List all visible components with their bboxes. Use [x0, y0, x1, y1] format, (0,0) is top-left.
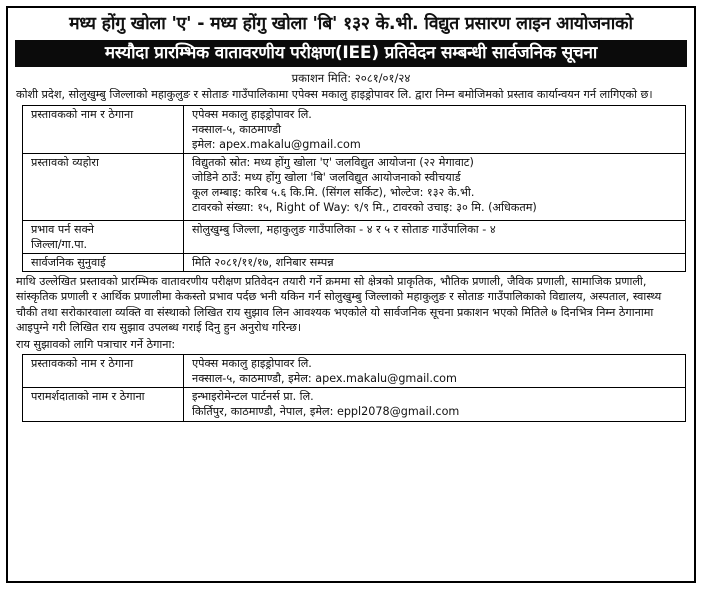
consultant-address: किर्तिपुर, काठमाण्डौ, नेपाल, इमेल: eppl2078@gmail.com	[192, 405, 460, 418]
affected-label	[23, 220, 184, 253]
notice-title: मध्य होंगु खोला 'ए' - मध्य होंगु खोला 'बि' १३२ के.भी. विद्युत प्रसारण लाइन आयोजनाको	[69, 14, 633, 34]
publication-date: प्रकाशन मिति: २०८१/०१/२४	[291, 71, 411, 85]
table-row	[23, 220, 686, 253]
contact-heading: राय सुझावको लागि पत्राचार गर्ने ठेगाना:	[16, 337, 176, 351]
activity-label: प्रस्तावको व्यहोरा	[23, 153, 184, 220]
hearing-value: मिति २०८१/११/१७, शनिबार सम्पन्न	[184, 253, 686, 271]
contact-proposer-value	[184, 355, 686, 388]
activity-connection: जोडिने ठाउँ: मध्य होंगु खोला 'बि' जलविद्युत आयोजनाको स्वीचयार्ड	[192, 170, 461, 184]
consultant-label: परामर्शदाताको नाम र ठेगाना	[23, 388, 184, 422]
consultant-name: इन्भाइरोमेन्टल पार्टनर्स प्रा. लि.	[192, 390, 314, 403]
proposer-value	[184, 105, 686, 153]
contact-proposer-name: एपेक्स मकालु हाइड्रोपावर लि.	[192, 357, 312, 370]
contact-proposer-label: प्रस्तावकको नाम र ठेगाना	[23, 355, 184, 388]
affected-label-line1: प्रभाव पर्न सक्ने	[31, 222, 94, 236]
body-paragraph: माथि उल्लेखित प्रस्तावको प्रारम्भिक वातावरणीय परीक्षण प्रतिवेदन तयारी गर्ने क्रममा सो क्षेत्रको प्राकृतिक, भौतिक प्रणाली, जैविक प्रणाली, सामाजिक प्रणाली, सांस्कृतिक प्रणाली र आर्थिक प्रणालीमा केकस्तो प्रभाव पर्दछ भनी यकिन गर्न सोलुखुम्बु जिल्लाको महाकुलुङ र सोताङ गाउँपालिकाको विद्यालय, अस्पताल, स्वास्थ्य चौकी तथा सरोकारवाला व्यक्ति वा संस्थाको लिखित राय सुझाव लिन आवश्यक भएकोले यो सार्वजनिक सूचना प्रकाशन भएको मितिले ७ दिनभित्र निम्न ठेगानामा आइपुग्ने गरी लिखित राय सुझाव उपलब्ध गराई दिनु हुन अनुरोध गरिन्छ।	[16, 274, 662, 334]
intro-paragraph: कोशी प्रदेश, सोलुखुम्बु जिल्लाको महाकुलुङ र सोताङ गाउँपालिकामा एपेक्स मकालु हाइड्रोपावर लि. द्वारा निम्न बमोजिमको प्रस्ताव कार्यान्वयन गर्न लागिएको छ।	[16, 88, 653, 101]
activity-source: विद्युतको स्रोत: मध्य होंगु खोला 'ए' जलविद्युत आयोजना (२२ मेगावाट)	[192, 155, 474, 169]
affected-value: सोलुखुम्बु जिल्ला, महाकुलुङ गाउँपालिका - ४ र ५ र सोताङ गाउँपालिका - ४	[184, 220, 686, 253]
table-row	[23, 153, 686, 220]
table-row	[23, 253, 686, 271]
activity-value	[184, 153, 686, 220]
public-notice	[6, 6, 696, 583]
contact-proposer-address: नक्साल-५, काठमाण्डौ, इमेल: apex.makalu@gmail.com	[192, 372, 457, 385]
table-row	[23, 355, 686, 388]
affected-label-line2: जिल्ला/गा.पा.	[31, 237, 88, 251]
table-row	[23, 388, 686, 422]
proposer-email: इमेल: apex.makalu@gmail.com	[192, 137, 361, 151]
consultant-value	[184, 388, 686, 422]
notice-banner: मस्यौदा प्रारम्भिक वातावरणीय परीक्षण(IEE) प्रतिवेदन सम्बन्धी सार्वजनिक सूचना	[15, 40, 687, 67]
hearing-label: सार्वजनिक सुनुवाई	[23, 253, 184, 271]
proposer-address: नक्साल-५, काठमाण्डौ	[192, 122, 282, 136]
proposal-info-table	[22, 105, 686, 272]
activity-length: कूल लम्बाइ: करिब ५.६ कि.मि. (सिंगल सर्किट), भोल्टेज: १३२ के.भी.	[192, 185, 475, 199]
proposer-name: एपेक्स मकालु हाइड्रोपावर लि.	[192, 107, 312, 121]
table-row	[23, 105, 686, 153]
contact-table	[22, 354, 686, 422]
proposer-label: प्रस्तावकको नाम र ठेगाना	[23, 105, 184, 153]
activity-towers: टावरको संख्या: १५, Right of Way: ९/९ मि., टावरको उचाइ: ३० मि. (अधिकतम)	[192, 200, 537, 214]
